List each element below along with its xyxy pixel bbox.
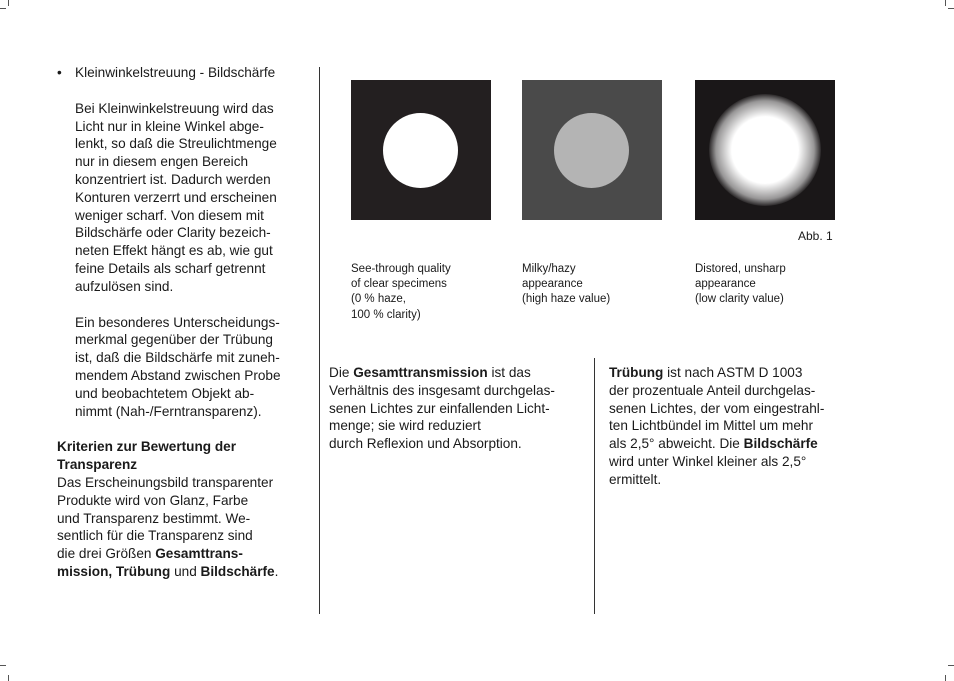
- left-text-column: [57, 64, 307, 581]
- text-line: der prozentuale Anteil durchgelas-: [609, 382, 816, 398]
- figure-unsharp-specimen: [695, 80, 835, 220]
- column-divider-left: [319, 67, 320, 614]
- text-line: menge; sie wird reduziert: [329, 418, 481, 434]
- column-divider-right: [594, 358, 595, 614]
- figure-clear-specimen: [351, 80, 491, 220]
- caption-line: appearance: [695, 278, 756, 291]
- text-line: [57, 545, 307, 563]
- text-fragment: als 2,5° abweicht. Die: [609, 436, 744, 452]
- hazy-circle: [554, 113, 629, 188]
- text-line: Bei Kleinwinkelstreuung wird das: [75, 100, 274, 116]
- text-line: konzentriert ist. Dadurch werden: [75, 171, 271, 187]
- criteria-section: [57, 438, 307, 580]
- text-line: wird unter Winkel kleiner als 2,5°: [609, 453, 807, 469]
- bullet-item: [57, 64, 307, 82]
- middle-text-column: [329, 364, 584, 453]
- text-line: nimmt (Nah-/Ferntransparenz).: [75, 403, 262, 419]
- text-line: [329, 364, 584, 382]
- text-fragment: und: [170, 563, 201, 579]
- text-line: und Transparenz bestimmt. We-: [57, 510, 251, 526]
- crop-mark: [0, 8, 6, 9]
- crop-mark: [945, 675, 946, 681]
- caption-clear: [351, 262, 451, 323]
- text-line: [57, 563, 307, 581]
- bullet-icon: •: [57, 65, 62, 80]
- caption-line: (low clarity value): [695, 293, 784, 306]
- caption-line: See-through quality: [351, 263, 451, 275]
- text-line: sentlich für die Transparenz sind: [57, 528, 253, 544]
- term-gesamttransmission: Gesamttransmission: [353, 365, 488, 380]
- text-line: und beobachtetem Objekt ab-: [75, 385, 255, 401]
- text-fragment: .: [274, 563, 279, 579]
- paragraph-distinction: [57, 314, 307, 421]
- blurred-circle: [709, 94, 821, 206]
- text-line: neten Effekt hängt es ab, wie gut: [75, 243, 273, 259]
- caption-line: of clear specimens: [351, 278, 447, 291]
- figure-hazy-specimen: [522, 80, 662, 220]
- clear-circle: [383, 113, 458, 188]
- text-fragment: ist das: [487, 365, 531, 380]
- text-line: ermittelt.: [609, 471, 662, 487]
- caption-line: 100 % clarity): [351, 308, 421, 321]
- text-line: nur in diesem engen Bereich: [75, 154, 249, 170]
- text-line: aufzulösen sind.: [75, 278, 174, 294]
- term-bildschaerfe: Bildschärfe: [200, 563, 275, 579]
- figure-label: Abb. 1: [798, 229, 833, 243]
- text-line: [609, 435, 854, 453]
- text-line: ist, daß die Bildschärfe mit zuneh-: [75, 350, 280, 366]
- text-fragment: die drei Größen: [57, 546, 156, 562]
- text-line: senen Lichtes zur einfallenden Licht-: [329, 400, 550, 416]
- bullet-heading: Kleinwinkelstreuung - Bildschärfe: [75, 65, 276, 80]
- text-line: Produkte wird von Glanz, Farbe: [57, 492, 249, 508]
- caption-unsharp: [695, 262, 786, 308]
- text-line: Bildschärfe oder Clarity bezeich-: [75, 225, 271, 241]
- crop-mark: [948, 665, 954, 666]
- term-gesamttransmission: Gesamttrans-: [155, 546, 243, 562]
- text-line: senen Lichtes, der vom eingestrahl-: [609, 400, 825, 416]
- caption-line: (high haze value): [522, 293, 611, 306]
- text-line: weniger scharf. Von diesem mit: [75, 207, 264, 223]
- text-line: merkmal gegenüber der Trübung: [75, 332, 273, 348]
- text-line: durch Reflexion und Absorption.: [329, 436, 522, 452]
- term-truebung: Trübung: [609, 365, 664, 380]
- caption-line: (0 % haze,: [351, 293, 406, 306]
- text-line: feine Details als scharf getrennt: [75, 260, 266, 276]
- text-fragment: ist nach ASTM D 1003: [663, 365, 803, 380]
- text-line: lenkt, so daß die Streulichtmenge: [75, 136, 277, 152]
- crop-mark: [945, 0, 946, 6]
- text-line: mendem Abstand zwischen Probe: [75, 367, 281, 383]
- caption-hazy: [522, 262, 610, 308]
- criteria-heading: Transparenz: [57, 457, 138, 473]
- text-line: [609, 364, 854, 382]
- caption-line: appearance: [522, 278, 583, 291]
- crop-mark: [948, 8, 954, 9]
- text-line: Verhältnis des insgesamt durchgelas-: [329, 382, 555, 398]
- paragraph-small-angle: [57, 100, 307, 296]
- caption-line: Distored, unsharp: [695, 263, 786, 275]
- text-line: Ein besonderes Unterscheidungs-: [75, 314, 280, 330]
- crop-mark: [8, 0, 9, 6]
- text-line: ten Lichtbündel im Mittel um mehr: [609, 418, 813, 434]
- text-fragment: Die: [329, 365, 354, 380]
- right-text-column: [609, 364, 854, 489]
- text-line: Licht nur in kleine Winkel abge-: [75, 118, 264, 134]
- crop-mark: [8, 675, 9, 681]
- criteria-heading: Kriterien zur Bewertung der: [57, 439, 237, 455]
- crop-mark: [0, 665, 6, 666]
- text-line: Konturen verzerrt und erscheinen: [75, 189, 277, 205]
- term-truebung: mission, Trübung: [57, 563, 171, 579]
- text-line: Das Erscheinungsbild transparenter: [57, 474, 274, 490]
- caption-line: Milky/hazy: [522, 263, 576, 275]
- term-bildschaerfe: Bildschärfe: [743, 436, 818, 452]
